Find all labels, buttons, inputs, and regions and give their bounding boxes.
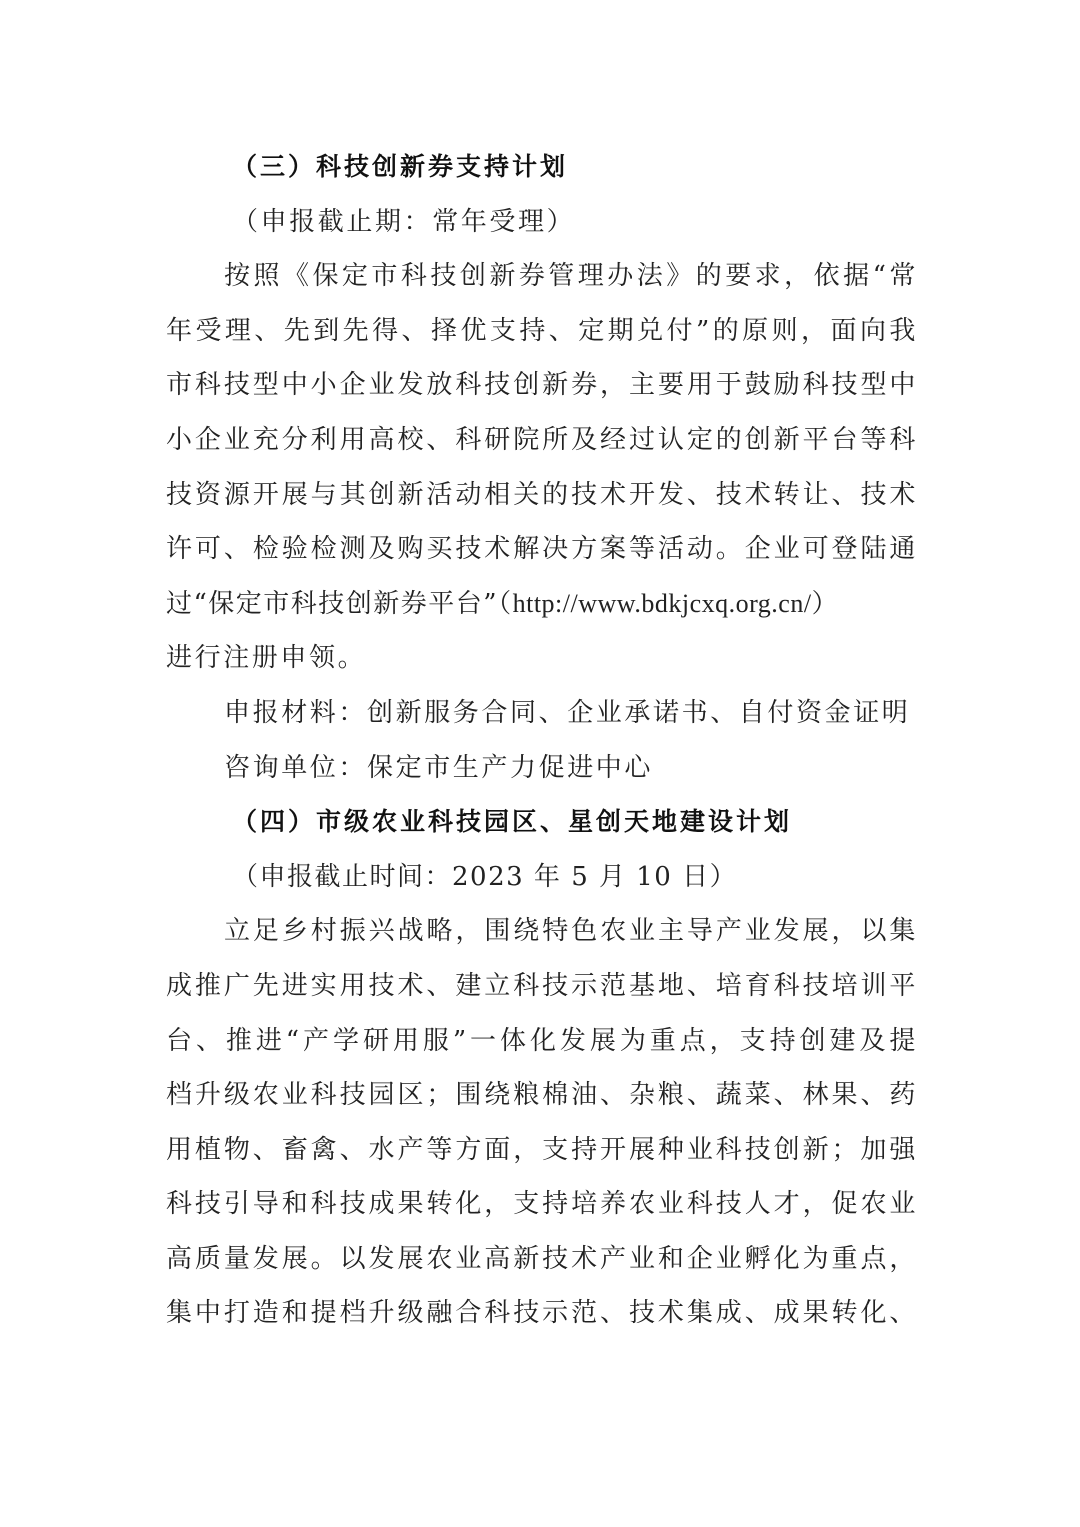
section-4-deadline: （申报截止时间：2023 年 5 月 10 日）	[232, 861, 738, 892]
section-4-heading: （四）市级农业科技园区、星创天地建设计划	[232, 807, 793, 837]
section-3-paragraph-line: 年受理、先到先得、择优支持、定期兑付”的原则，面向我	[166, 315, 918, 346]
section-4-paragraph-line: 台、推进“产学研用服”一体化发展为重点，支持创建及提	[166, 1025, 918, 1056]
section-3-paragraph-line: 按照《保定市科技创新券管理办法》的要求，依据“常	[224, 261, 918, 292]
document-page	[166, 140, 918, 1341]
section-3-materials: 申报材料：创新服务合同、企业承诺书、自付资金证明	[224, 697, 911, 728]
section-4-paragraph-line: 集中打造和提档升级融合科技示范、技术集成、成果转化、	[166, 1298, 918, 1329]
section-3-deadline: （申报截止期：常年受理）	[232, 206, 576, 237]
section-4-paragraph-line: 立足乡村振兴战略，围绕特色农业主导产业发展，以集	[224, 916, 918, 947]
section-3-paragraph-line: 许可、检验检测及购买技术解决方案等活动。企业可登陆通	[166, 534, 918, 565]
section-3-url-line	[166, 577, 918, 632]
url-line-suffix: ）	[811, 588, 840, 619]
section-4-paragraph-line: 高质量发展。以发展农业高新技术产业和企业孵化为重点，	[166, 1243, 918, 1274]
section-3-paragraph-line: 小企业充分利用高校、科研院所及经过认定的创新平台等科	[166, 424, 918, 455]
section-3-heading: （三）科技创新券支持计划	[232, 152, 569, 181]
section-4-paragraph-line: 科技引导和科技成果转化，支持培养农业科技人才，促农业	[166, 1189, 918, 1220]
section-4-paragraph-line: 档升级农业科技园区；围绕粮棉油、杂粮、蔬菜、林果、药	[166, 1080, 918, 1111]
section-4-paragraph-line: 用植物、畜禽、水产等方面，支持开展种业科技创新；加强	[166, 1134, 918, 1165]
section-3-contact: 咨询单位：保定市生产力促进中心	[224, 752, 654, 783]
url-line-prefix: 过“保定市科技创新券平台”（	[166, 588, 513, 619]
section-3-paragraph-line: 市科技型中小企业发放科技创新券，主要用于鼓励科技型中	[166, 370, 918, 401]
platform-url-link[interactable]: http://www.bdkjcxq.org.cn/	[512, 588, 812, 618]
section-4-paragraph-line: 成推广先进实用技术、建立科技示范基地、培育科技培训平	[166, 970, 918, 1001]
section-3-paragraph-last-line: 进行注册申领。	[166, 643, 367, 674]
section-3-paragraph-line: 技资源开展与其创新活动相关的技术开发、技术转让、技术	[166, 479, 918, 510]
